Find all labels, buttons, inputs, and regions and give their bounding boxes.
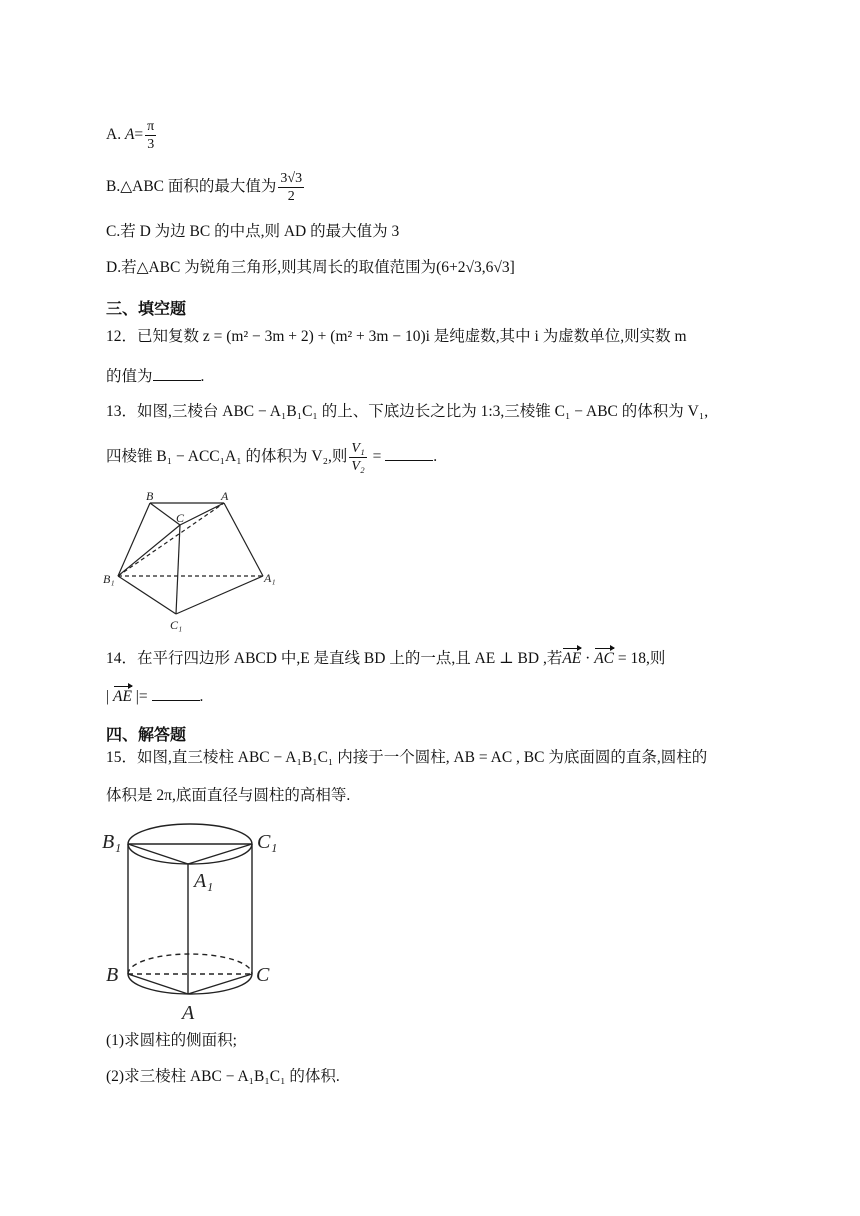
label-A1: A₁ xyxy=(264,571,276,585)
q14-line2 xyxy=(106,686,203,707)
q14-line2-end: . xyxy=(199,688,204,705)
frustum-figure xyxy=(100,488,290,638)
q12-line1: 12．已知复数 z = (m² − 3m + 2) + (m² + 3m − 10)i 是纯虚数,其中 i 为虚数单位,则实数 m xyxy=(106,328,687,345)
bottom-ellipse-front xyxy=(128,974,252,994)
option-b xyxy=(106,170,306,205)
q14-dot: · xyxy=(581,650,595,667)
label-A: A xyxy=(182,1002,195,1024)
label-B1: B₁ xyxy=(103,572,115,586)
option-a-var: A xyxy=(124,126,135,144)
label-C1: C₁ xyxy=(257,831,278,853)
edge-B1C xyxy=(118,525,180,576)
vector-AE: AE xyxy=(562,650,582,667)
bottom-ellipse-back xyxy=(128,954,252,974)
q14-line2-post: |= xyxy=(131,688,152,705)
q12-line2-text: 的值为 xyxy=(106,368,153,385)
label-C: C xyxy=(176,511,185,525)
q15-line2: 体积是 2π,底面直径与圆柱的高相等. xyxy=(106,787,351,804)
q12-line2 xyxy=(106,366,204,387)
label-C: C xyxy=(256,964,270,986)
option-d xyxy=(106,258,515,278)
edge-B1C1 xyxy=(118,576,176,614)
option-a-fraction xyxy=(145,118,156,153)
option-b-num: 3√3 xyxy=(280,171,303,186)
label-B1: B₁ xyxy=(102,831,122,853)
edge-A1C1 xyxy=(176,576,263,614)
q12-line2-end: . xyxy=(200,368,205,385)
q13-line2 xyxy=(106,440,437,475)
edge-CC1 xyxy=(176,525,180,614)
q15-sub1: (1)求圆柱的侧面积; xyxy=(106,1032,237,1049)
q14-line1-post: = 18,则 xyxy=(614,650,666,667)
label-C1: C₁ xyxy=(170,618,183,632)
option-a-prefix: A. xyxy=(106,126,125,144)
q13-line1: 13．如图,三棱台 ABC − A₁B₁C₁ 的上、下底边长之比为 1:3,三棱锥 C₁ − ABC 的体积为 V₁, xyxy=(106,403,709,420)
q15-sub2: (2)求三棱柱 ABC − A₁B₁C₁ 的体积. xyxy=(106,1068,340,1085)
option-d-range: (6+2√3,6√3] xyxy=(436,259,515,276)
vector-AC: AC xyxy=(594,650,615,667)
q14-line1-pre: 14．在平行四边形 ABCD 中,E 是直线 BD 上的一点,且 AE ⊥ BD ,若 xyxy=(106,650,563,667)
section-fill-in-title: 三、填空题 xyxy=(106,299,187,318)
edge-AC xyxy=(180,503,224,525)
section-answer-title: 四、解答题 xyxy=(106,725,187,744)
option-a-eq: = xyxy=(134,126,144,144)
q13-line2-end: . xyxy=(433,448,438,466)
q13-frac-num: V₁ xyxy=(351,441,365,456)
label-B: B xyxy=(146,489,154,503)
label-B: B xyxy=(106,964,119,986)
label-A: A xyxy=(221,489,229,503)
q15-line1: 15．如图,直三棱柱 ABC − A₁B₁C₁ 内接于一个圆柱, AB = AC , BC 为底面圆的直条,圆柱的 xyxy=(106,749,708,766)
option-b-prefix: B. xyxy=(106,178,121,196)
q13-ratio-fraction xyxy=(349,440,366,475)
option-a-den: 3 xyxy=(147,137,155,152)
option-c: C.若 D 为边 BC 的中点,则 AD 的最大值为 3 xyxy=(106,223,400,240)
q14-line2-pre: | xyxy=(106,688,113,705)
q13-line2-post: = xyxy=(368,448,386,466)
option-b-text: △ABC 面积的最大值为 xyxy=(120,178,277,196)
label-A1: A₁ xyxy=(194,870,214,892)
edge-AA1 xyxy=(224,503,263,576)
option-a-num: π xyxy=(147,119,155,134)
q13-line2-pre: 四棱锥 B₁ − ACC₁A₁ 的体积为 V₂,则 xyxy=(106,448,348,466)
q13-frac-den: V₂ xyxy=(351,459,365,474)
cylinder-prism-figure xyxy=(100,820,300,1026)
q13-answer-blank xyxy=(385,446,433,461)
q14-line1 xyxy=(106,649,665,669)
q14-answer-blank xyxy=(152,686,200,701)
vector-AE-abs: AE xyxy=(112,688,132,705)
q12-answer-blank xyxy=(153,366,201,381)
option-a xyxy=(106,118,158,153)
option-b-den: 2 xyxy=(287,189,295,204)
option-b-fraction xyxy=(278,170,304,205)
option-d-text: D.若△ABC 为锐角三角形,则其周长的取值范围为 xyxy=(106,259,437,276)
edge-BB1 xyxy=(118,503,150,576)
